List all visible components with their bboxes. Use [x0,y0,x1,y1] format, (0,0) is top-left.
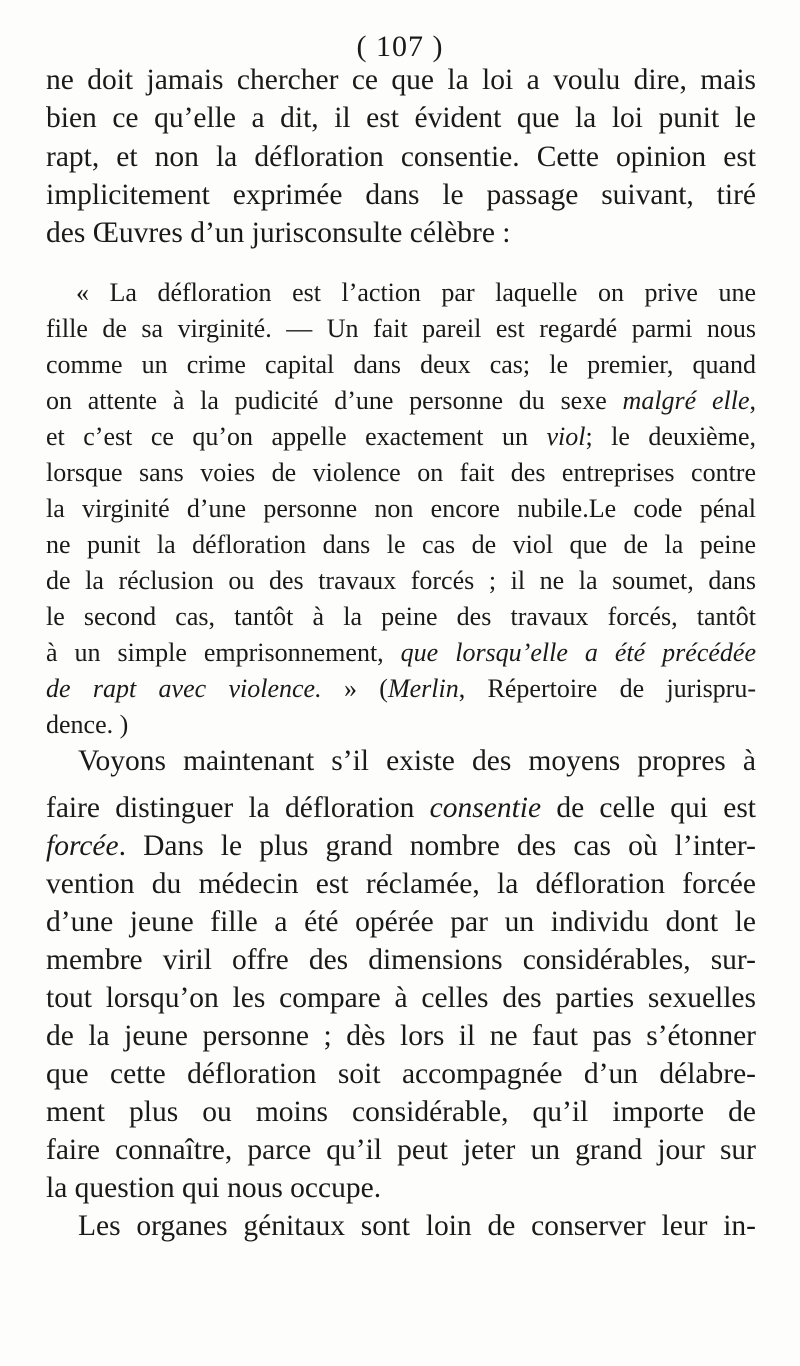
text-line [46,527,756,563]
text-segment: . Dans le plus grand nombre des cas où l’inter- [118,830,756,862]
text-segment: faire distinguer la défloration [46,792,430,824]
text-segment: fille de sa virginité. — Un fait pareil est regardé parmi nous [46,314,756,343]
text-segment: faire connaître, parce qu’il peut jeter un grand jour sur [46,1134,756,1166]
text-line [46,671,756,707]
text-line [46,941,756,979]
italic-text: de rapt avec violence. [46,674,322,703]
italic-text: consentie [429,792,542,824]
text-line [46,214,756,252]
text-line [46,419,756,455]
text-line [46,311,756,347]
text-segment: rapt, et non la défloration consentie. Cette opinion est [46,141,756,173]
text-line [78,742,756,780]
text-segment: comme un crime capital dans deux cas; le premier, quand [46,350,756,379]
text-line [46,61,756,99]
italic-text: Merlin [387,674,459,703]
text-segment: ne doit jamais chercher ce que la loi a voulu dire, mais [46,64,756,96]
text-segment: d’une jeune fille a été opérée par un individu dont le [46,906,756,938]
text-line [46,383,756,419]
text-segment: de celle qui est [541,792,756,824]
text-segment: tout lorsqu’on les compare à celles des parties sexuelles [46,982,756,1014]
text-segment: à un simple emprisonnement, [46,638,401,667]
text-line [46,99,756,137]
text-line [46,865,756,903]
text-line [78,1207,756,1245]
text-line [46,1169,756,1207]
text-line [46,491,756,527]
text-line [46,1055,756,1093]
text-line [46,979,756,1017]
text-line [46,903,756,941]
text-segment: la question qui nous occupe. [46,1172,382,1204]
text-line [46,827,756,865]
text-line [46,455,756,491]
text-segment: le second cas, tantôt à la peine des travaux forcés, tantôt [46,602,756,631]
text-line [46,635,756,671]
text-line [46,347,756,383]
text-segment: membre viril offre des dimensions considérables, sur- [46,944,756,976]
italic-text: forcée [46,830,119,862]
text-line [46,789,756,827]
text-segment: et c’est ce qu’on appelle exactement un [46,422,547,451]
text-line [46,599,756,635]
text-segment: que cette défloration soit accompagnée d’un délabre- [46,1058,756,1090]
text-line [46,1017,756,1055]
text-segment: bien ce qu’elle a dit, il est évident que la loi punit le [46,102,756,134]
text-segment: Voyons maintenant s’il existe des moyens propres à [78,745,756,777]
text-segment: la virginité d’une personne non encore nubile.Le code pénal [46,494,756,523]
text-segment: , Répertoire de jurispru- [458,674,756,703]
text-segment: dence. ) [46,710,129,739]
italic-text: viol [546,422,586,451]
text-segment: » ( [321,674,388,703]
page-number: ( 107 ) [356,30,444,63]
text-segment: ne punit la défloration dans le cas de viol que de la peine [46,530,756,559]
text-segment: , [749,386,756,415]
text-segment: ; le deuxième, [585,422,756,451]
text-line [76,275,756,311]
text-line [46,707,756,743]
text-segment: « La défloration est l’action par laquelle on prive une [76,278,756,307]
italic-text: que lorsqu’elle a été précédée [400,638,756,667]
text-line [46,138,756,176]
text-line [46,1093,756,1131]
italic-text: malgré elle [622,386,750,415]
text-segment: ment plus ou moins considérable, qu’il importe de [46,1096,756,1128]
text-line [46,1131,756,1169]
text-segment: de la réclusion ou des travaux forcés ; il ne la soumet, dans [46,566,756,595]
text-segment: de la jeune personne ; dès lors il ne faut pas s’étonner [46,1020,756,1052]
text-segment: implicitement exprimée dans le passage suivant, tiré [46,179,756,211]
text-segment: des Œuvres d’un jurisconsulte célèbre : [46,217,511,249]
text-segment: vention du médecin est réclamée, la défloration forcée [46,868,756,900]
text-line [46,563,756,599]
text-segment: lorsque sans voies de violence on fait des entreprises contre [46,458,756,487]
text-segment: Les organes génitaux sont loin de conserver leur in- [78,1210,756,1242]
text-line [46,176,756,214]
text-segment: on attente à la pudicité d’une personne du sexe [46,386,623,415]
